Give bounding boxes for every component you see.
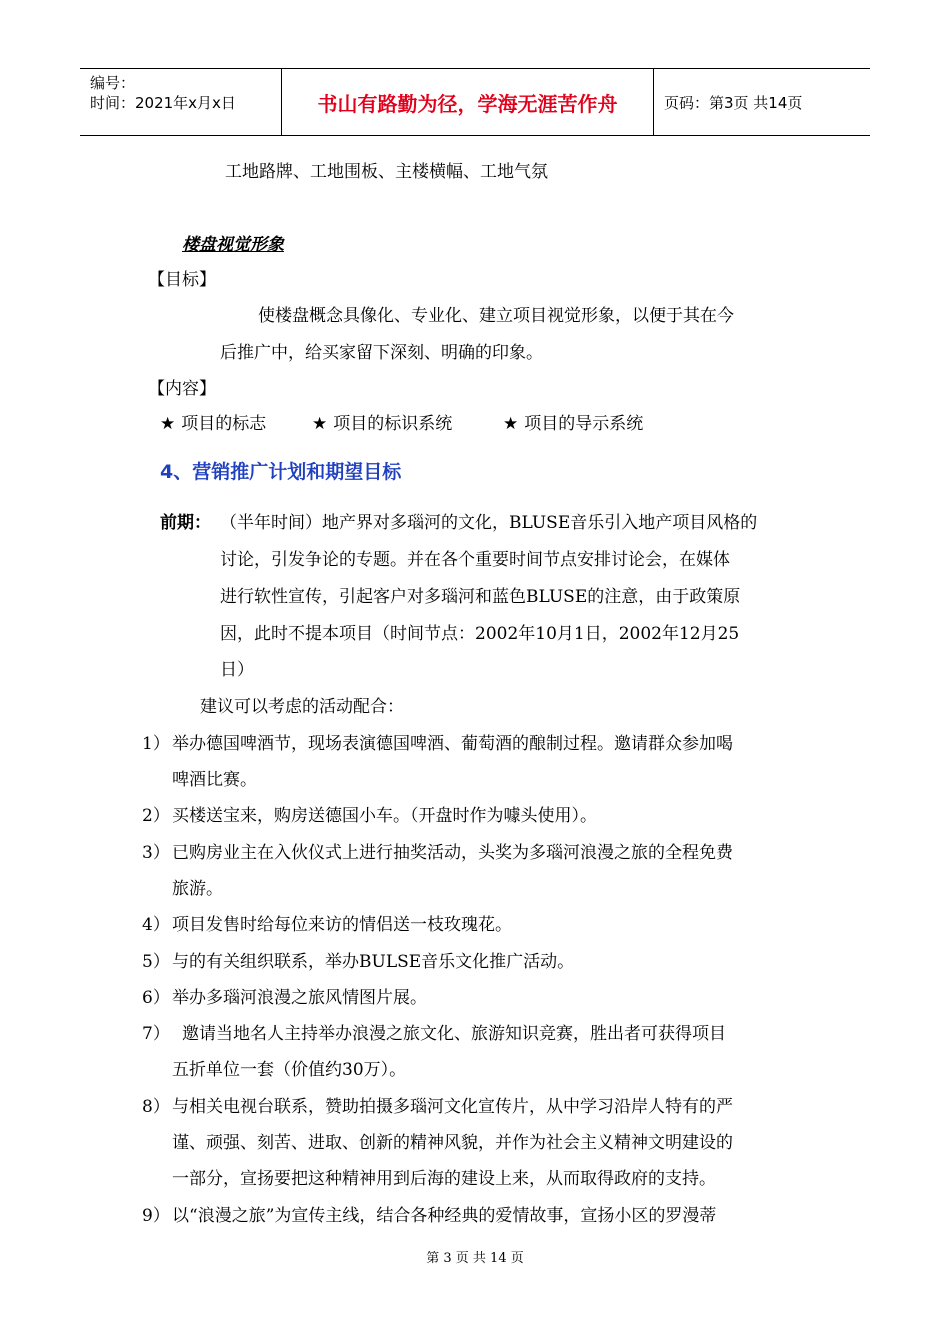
header-motto: 书山有路勤为径，学海无涯苦作舟 (282, 69, 654, 135)
content-item-2: ★ 项目的标识系统 (312, 414, 453, 434)
header-left-cell (80, 69, 282, 135)
visual-heading: 楼盘视觉形象 (182, 235, 284, 255)
activity-number: 8） (142, 1097, 170, 1117)
time-label: 时间：2021年x月x日 (90, 94, 236, 112)
goal-line-2: 后推广中，给买家留下深刻、明确的印象。 (220, 343, 543, 363)
section-4-title: 4、营销推广计划和期望目标 (160, 461, 402, 483)
activity-line: 已购房业主在入伙仪式上进行抽奖活动，头奖为多瑙河浪漫之旅的全程免费 (172, 843, 733, 863)
page-header (80, 68, 870, 136)
activity-number: 6） (142, 988, 170, 1008)
early-label: 前期： (160, 513, 211, 533)
site-items: 工地路牌、工地围板、主楼横幅、工地气氛 (225, 162, 548, 182)
goal-label: 【目标】 (148, 270, 216, 290)
activity-line: 与的有关组织联系，举办BULSE音乐文化推广活动。 (172, 952, 575, 972)
early-line-3: 进行软性宣传，引起客户对多瑙河和蓝色BLUSE的注意，由于政策原 (220, 587, 741, 607)
activity-number: 2） (142, 806, 170, 826)
page-footer: 第 3 页 共 14 页 (426, 1251, 524, 1266)
activity-line: 谨、顽强、刻苦、进取、创新的精神风貌，并作为社会主义精神文明建设的 (172, 1133, 733, 1153)
activity-number: 9） (142, 1206, 170, 1226)
content-label: 【内容】 (148, 379, 216, 399)
activity-number: 1） (142, 734, 170, 754)
activity-line: 与相关电视台联系，赞助拍摄多瑙河文化宣传片，从中学习沿岸人特有的严 (172, 1097, 733, 1117)
suggest-line: 建议可以考虑的活动配合： (200, 697, 404, 717)
goal-line-1: 使楼盘概念具像化、专业化、建立项目视觉形象，以便于其在今 (258, 306, 734, 326)
activity-number: 3） (142, 843, 170, 863)
early-line-1: （半年时间）地产界对多瑙河的文化，BLUSE音乐引入地产项目风格的 (220, 513, 758, 533)
activity-line: 买楼送宝来，购房送德国小车。（开盘时作为噱头使用）。 (172, 806, 597, 826)
content-item-3: ★ 项目的导示系统 (503, 414, 644, 434)
star-icon: ★ (160, 414, 176, 434)
activity-number: 5） (142, 952, 170, 972)
activity-line: 啤酒比赛。 (172, 770, 257, 790)
number-label: 编号： (90, 74, 136, 92)
activity-line: 五折单位一套（价值约30万）。 (172, 1060, 407, 1080)
content-item-1: ★ 项目的标志 (160, 414, 267, 434)
activity-line: 邀请当地名人主持举办浪漫之旅文化、旅游知识竞赛，胜出者可获得项目 (182, 1024, 726, 1044)
activity-line: 以“浪漫之旅”为宣传主线，结合各种经典的爱情故事，宣扬小区的罗漫蒂 (172, 1206, 717, 1226)
activity-line: 项目发售时给每位来访的情侣送一枝玫瑰花。 (172, 915, 512, 935)
star-icon: ★ (312, 414, 328, 434)
early-line-4: 因，此时不提本项目（时间节点：2002年10月1日，2002年12月25 (220, 624, 740, 644)
activity-line: 旅游。 (172, 879, 223, 899)
early-line-2: 讨论，引发争论的专题。并在各个重要时间节点安排讨论会，在媒体 (220, 550, 730, 570)
star-icon: ★ (503, 414, 519, 434)
header-page-label: 页码：第3页 共14页 (664, 93, 803, 112)
activity-line: 举办多瑙河浪漫之旅风情图片展。 (172, 988, 427, 1008)
activity-line: 一部分，宣扬要把这种精神用到后海的建设上来，从而取得政府的支持。 (172, 1169, 716, 1189)
activity-number: 7） (142, 1024, 170, 1044)
activity-line: 举办德国啤酒节，现场表演德国啤酒、葡萄酒的酿制过程。邀请群众参加喝 (172, 734, 733, 754)
activity-number: 4） (142, 915, 170, 935)
early-line-5: 日） (220, 660, 254, 680)
